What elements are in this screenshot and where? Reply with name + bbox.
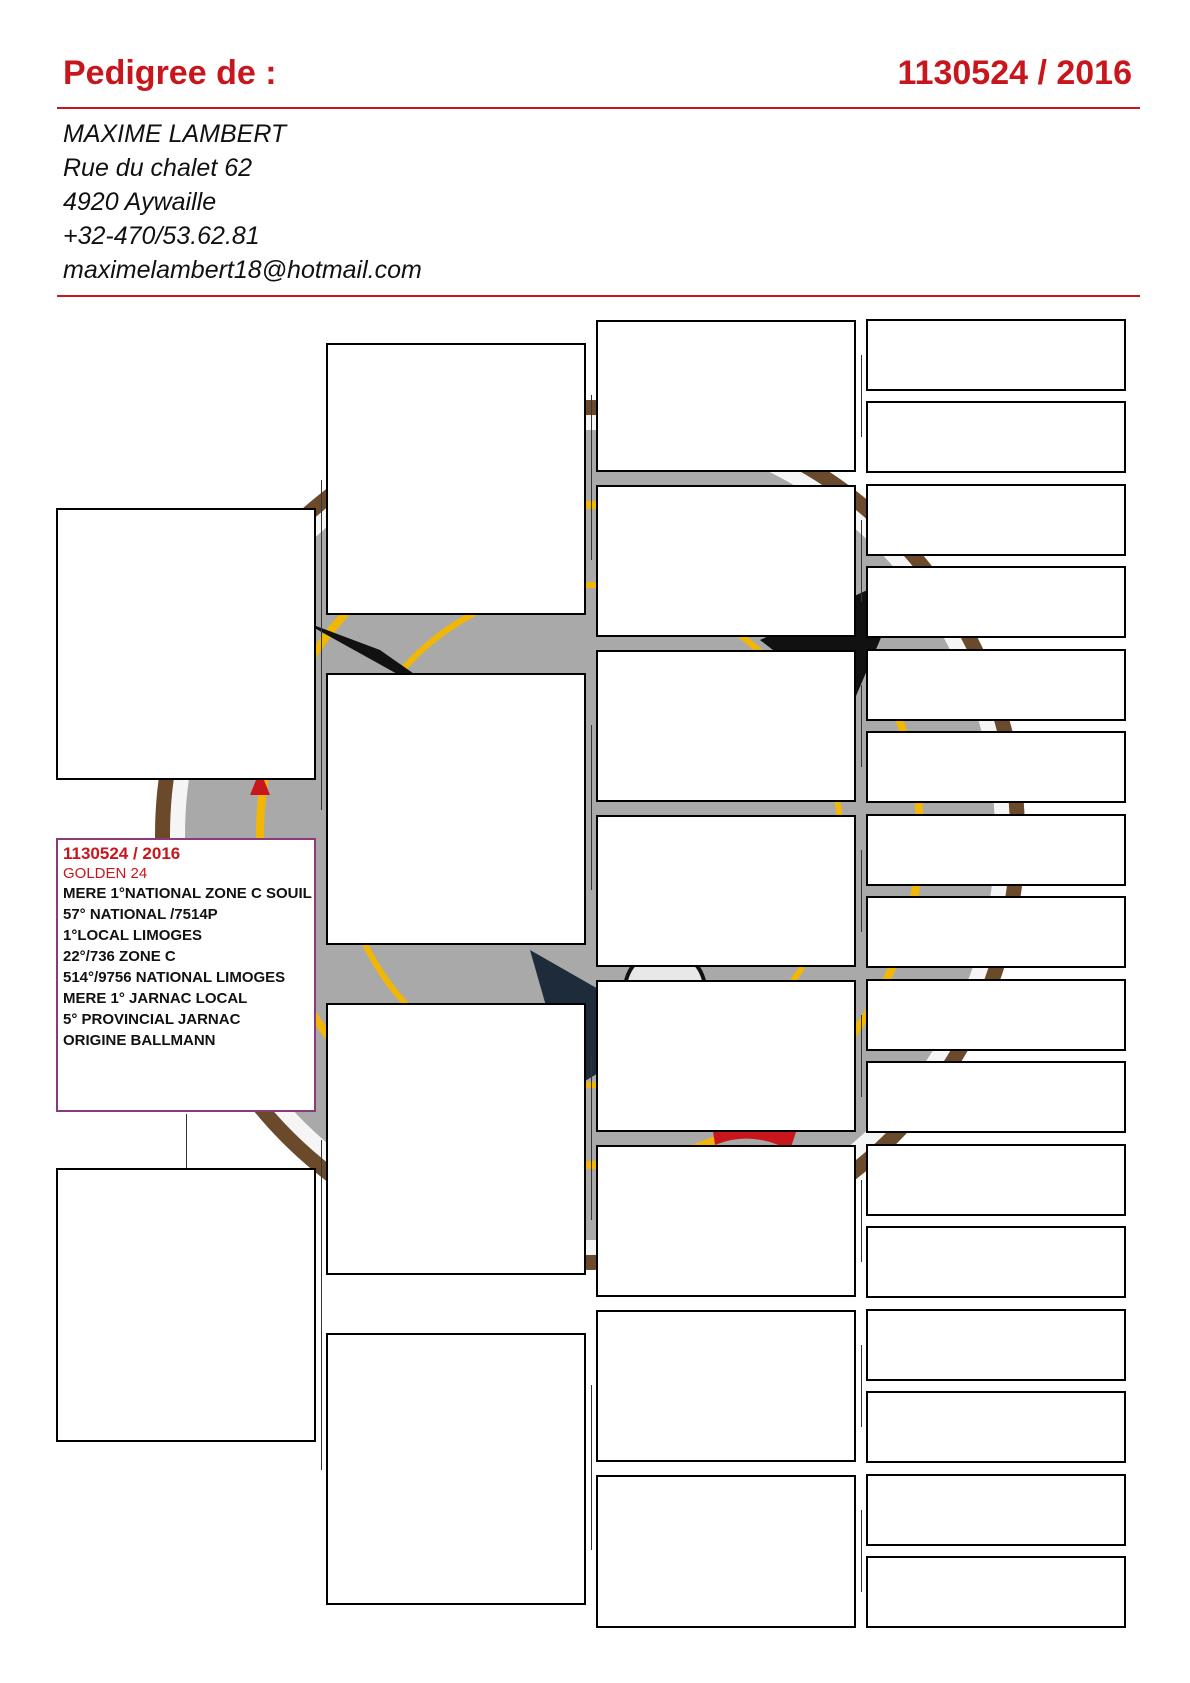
subject-connector xyxy=(186,1114,187,1170)
connector-gen3-1 xyxy=(591,395,592,560)
gen4-box-14[interactable] xyxy=(866,1391,1126,1463)
gen3-box-4[interactable] xyxy=(596,815,856,967)
subject-ring-number: 1130524 / 2016 xyxy=(63,844,181,863)
connector-gen4-1 xyxy=(861,355,862,437)
gen4-box-12[interactable] xyxy=(866,1226,1126,1298)
gen4-box-9[interactable] xyxy=(866,979,1126,1051)
subject-performance: 22°/736 ZONE C xyxy=(63,948,176,965)
gen3-box-2[interactable] xyxy=(596,485,856,637)
subject-performance: 514°/9756 NATIONAL LIMOGES xyxy=(63,969,286,986)
owner-divider xyxy=(57,295,1140,297)
gen4-box-10[interactable] xyxy=(866,1061,1126,1133)
gen2-box-3[interactable] xyxy=(326,1003,586,1275)
connector-gen4-4 xyxy=(861,850,862,932)
gen3-box-7[interactable] xyxy=(596,1310,856,1462)
connector-gen4-5 xyxy=(861,1015,862,1097)
subject-performance: 5° PROVINCIAL JARNAC xyxy=(63,1011,241,1028)
owner-street: Rue du chalet 62 xyxy=(63,154,253,182)
subject-box[interactable] xyxy=(56,838,316,1112)
header-divider xyxy=(57,107,1140,109)
gen4-box-6[interactable] xyxy=(866,731,1126,803)
ring-number: 1130524 / 2016 xyxy=(897,54,1132,92)
gen3-box-5[interactable] xyxy=(596,980,856,1132)
gen4-box-11[interactable] xyxy=(866,1144,1126,1216)
gen2-box-4[interactable] xyxy=(326,1333,586,1605)
owner-city: 4920 Aywaille xyxy=(63,188,217,216)
connector-gen4-8 xyxy=(861,1510,862,1592)
page-title: Pedigree de : xyxy=(63,54,277,92)
gen4-box-2[interactable] xyxy=(866,401,1126,473)
gen3-box-3[interactable] xyxy=(596,650,856,802)
connector-gen3-3 xyxy=(591,1055,592,1220)
connector-gen4-2 xyxy=(861,520,862,602)
subject-name: GOLDEN 24 xyxy=(63,865,148,882)
connector-gen4-6 xyxy=(861,1180,862,1262)
owner-name: MAXIME LAMBERT xyxy=(63,120,287,148)
gen4-box-1[interactable] xyxy=(866,319,1126,391)
connector-gen3-2 xyxy=(591,725,592,890)
subject-performance: 1°LOCAL LIMOGES xyxy=(63,927,203,944)
gen2-box-1[interactable] xyxy=(326,343,586,615)
gen4-box-16[interactable] xyxy=(866,1556,1126,1628)
gen3-box-6[interactable] xyxy=(596,1145,856,1297)
subject-performance: 57° NATIONAL /7514P xyxy=(63,906,218,923)
gen3-box-8[interactable] xyxy=(596,1475,856,1628)
connector-gen3-4 xyxy=(591,1385,592,1550)
connector-sire-gen2 xyxy=(321,480,322,810)
subject-performance: ORIGINE BALLMANN xyxy=(63,1032,216,1049)
owner-phone: +32-470/53.62.81 xyxy=(63,222,260,250)
connector-gen4-3 xyxy=(861,685,862,767)
gen4-box-15[interactable] xyxy=(866,1474,1126,1546)
dam-box[interactable] xyxy=(56,1168,316,1442)
subject-performance: MERE 1° JARNAC LOCAL xyxy=(63,990,248,1007)
gen3-box-1[interactable] xyxy=(596,320,856,472)
owner-email[interactable]: maximelambert18@hotmail.com xyxy=(63,256,422,284)
gen4-box-8[interactable] xyxy=(866,896,1126,968)
gen4-box-7[interactable] xyxy=(866,814,1126,886)
connector-gen4-7 xyxy=(861,1345,862,1427)
gen2-box-2[interactable] xyxy=(326,673,586,945)
subject-performance: MERE 1°NATIONAL ZONE C SOUIL xyxy=(63,885,312,902)
gen4-box-5[interactable] xyxy=(866,649,1126,721)
connector-dam-gen2 xyxy=(321,1140,322,1470)
gen4-box-4[interactable] xyxy=(866,566,1126,638)
gen4-box-13[interactable] xyxy=(866,1309,1126,1381)
gen4-box-3[interactable] xyxy=(866,484,1126,556)
sire-box[interactable] xyxy=(56,508,316,780)
